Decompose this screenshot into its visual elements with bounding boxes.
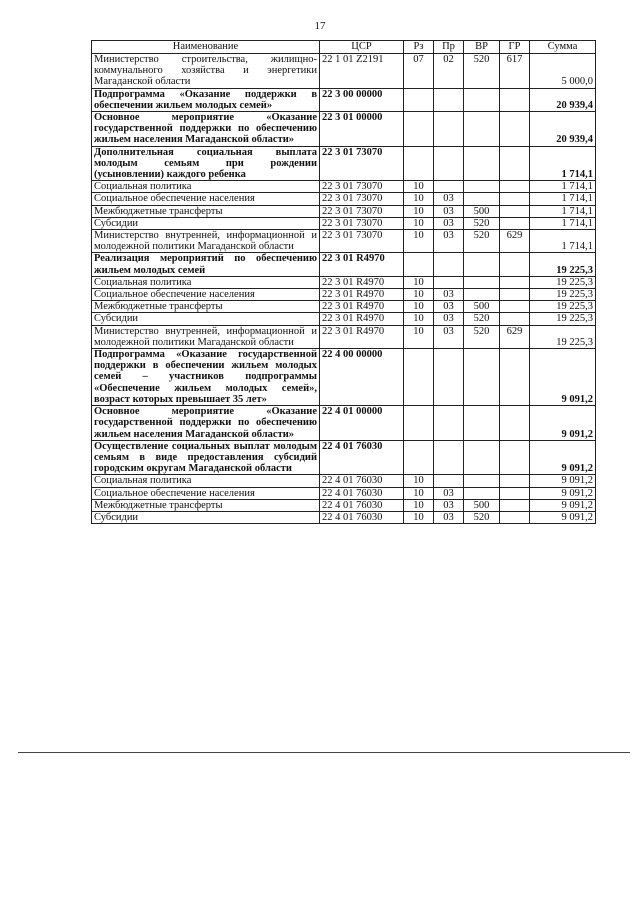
table-row [92, 276, 596, 288]
cell-csr: 22 3 01 R4970 [320, 289, 404, 301]
table-row [92, 325, 596, 348]
cell-gr [500, 301, 530, 313]
cell-rz: 10 [404, 475, 434, 487]
cell-rz: 10 [404, 313, 434, 325]
cell-gr [500, 88, 530, 111]
cell-name: Социальное обеспечение населения [92, 289, 320, 301]
table-row [92, 349, 596, 406]
cell-pr [434, 406, 464, 441]
cell-gr [500, 511, 530, 523]
table-row [92, 54, 596, 89]
cell-pr [434, 146, 464, 181]
cell-vr [464, 88, 500, 111]
cell-csr: 22 1 01 Z2191 [320, 54, 404, 89]
cell-vr: 500 [464, 499, 500, 511]
cell-vr [464, 112, 500, 147]
cell-csr: 22 4 01 76030 [320, 487, 404, 499]
cell-gr [500, 440, 530, 475]
cell-rz: 10 [404, 181, 434, 193]
cell-csr: 22 3 01 R4970 [320, 253, 404, 276]
cell-name: Подпрограмма «Оказание поддержки в обеспечении жильем молодых семей» [92, 88, 320, 111]
cell-pr: 03 [434, 511, 464, 523]
cell-sum: 19 225,3 [530, 301, 596, 313]
cell-csr: 22 3 01 73070 [320, 181, 404, 193]
cell-vr: 520 [464, 325, 500, 348]
cell-sum: 9 091,2 [530, 511, 596, 523]
column-header-gr: ГР [500, 41, 530, 54]
cell-name: Межбюджетные трансферты [92, 301, 320, 313]
cell-gr [500, 349, 530, 406]
cell-gr [500, 146, 530, 181]
cell-gr [500, 181, 530, 193]
cell-pr: 03 [434, 217, 464, 229]
cell-sum: 20 939,4 [530, 88, 596, 111]
cell-gr [500, 475, 530, 487]
table-row [92, 499, 596, 511]
cell-vr [464, 253, 500, 276]
cell-rz [404, 88, 434, 111]
cell-csr: 22 3 01 73070 [320, 193, 404, 205]
cell-pr: 03 [434, 499, 464, 511]
cell-vr: 520 [464, 511, 500, 523]
cell-pr [434, 276, 464, 288]
cell-sum: 1 714,1 [530, 146, 596, 181]
cell-csr: 22 3 01 R4970 [320, 301, 404, 313]
cell-csr: 22 3 01 73070 [320, 205, 404, 217]
cell-sum: 9 091,2 [530, 349, 596, 406]
cell-name: Осуществление социальных выплат молодым семьям в виде предоставления субсидий городским округам Магаданской области [92, 440, 320, 475]
cell-pr [434, 181, 464, 193]
table-row [92, 253, 596, 276]
cell-gr: 617 [500, 54, 530, 89]
cell-gr [500, 193, 530, 205]
cell-csr: 22 4 00 00000 [320, 349, 404, 406]
cell-sum: 1 714,1 [530, 193, 596, 205]
cell-sum: 20 939,4 [530, 112, 596, 147]
cell-pr: 03 [434, 193, 464, 205]
cell-vr [464, 181, 500, 193]
cell-sum: 19 225,3 [530, 289, 596, 301]
table-row [92, 193, 596, 205]
cell-name: Субсидии [92, 313, 320, 325]
cell-pr: 03 [434, 487, 464, 499]
cell-rz [404, 406, 434, 441]
cell-pr [434, 88, 464, 111]
cell-pr [434, 112, 464, 147]
cell-name: Социальное обеспечение населения [92, 193, 320, 205]
cell-name: Дополнительная социальная выплата молодым семьям при рождении (усыновлении) каждого ребенка [92, 146, 320, 181]
cell-rz: 10 [404, 325, 434, 348]
cell-csr: 22 4 01 76030 [320, 475, 404, 487]
table-row [92, 146, 596, 181]
cell-sum: 19 225,3 [530, 313, 596, 325]
cell-rz: 07 [404, 54, 434, 89]
cell-gr [500, 289, 530, 301]
cell-pr [434, 253, 464, 276]
cell-gr: 629 [500, 325, 530, 348]
cell-pr: 03 [434, 313, 464, 325]
cell-gr [500, 253, 530, 276]
table-row [92, 205, 596, 217]
cell-name: Социальная политика [92, 276, 320, 288]
cell-sum: 1 714,1 [530, 217, 596, 229]
cell-csr: 22 3 00 00000 [320, 88, 404, 111]
cell-gr [500, 487, 530, 499]
table-row [92, 511, 596, 523]
cell-csr: 22 3 01 73070 [320, 230, 404, 253]
cell-name: Социальное обеспечение населения [92, 487, 320, 499]
cell-rz [404, 349, 434, 406]
cell-name: Межбюджетные трансферты [92, 205, 320, 217]
table-row [92, 217, 596, 229]
cell-sum: 19 225,3 [530, 276, 596, 288]
cell-pr [434, 440, 464, 475]
cell-sum: 1 714,1 [530, 205, 596, 217]
cell-gr [500, 276, 530, 288]
cell-name: Министерство внутренней, информационной и молодежной политики Магаданской области [92, 230, 320, 253]
cell-vr [464, 440, 500, 475]
column-header-name: Наименование [92, 41, 320, 54]
cell-gr [500, 112, 530, 147]
cell-name: Субсидии [92, 217, 320, 229]
cell-pr: 03 [434, 325, 464, 348]
cell-vr [464, 487, 500, 499]
cell-vr [464, 406, 500, 441]
cell-csr: 22 3 01 R4970 [320, 276, 404, 288]
column-header-sum: Сумма [530, 41, 596, 54]
cell-sum: 9 091,2 [530, 406, 596, 441]
cell-name: Социальная политика [92, 181, 320, 193]
column-header-vr: ВР [464, 41, 500, 54]
cell-csr: 22 4 01 00000 [320, 406, 404, 441]
cell-name: Социальная политика [92, 475, 320, 487]
budget-table [91, 40, 596, 524]
table-row [92, 406, 596, 441]
cell-name: Межбюджетные трансферты [92, 499, 320, 511]
cell-gr: 629 [500, 230, 530, 253]
cell-name: Основное мероприятие «Оказание государственной поддержки по обеспечению жильем населения Магаданской области» [92, 112, 320, 147]
cell-rz: 10 [404, 511, 434, 523]
cell-csr: 22 3 01 R4970 [320, 325, 404, 348]
table-row [92, 475, 596, 487]
cell-vr: 520 [464, 217, 500, 229]
cell-vr: 520 [464, 230, 500, 253]
table-row [92, 230, 596, 253]
table-row [92, 289, 596, 301]
cell-name: Подпрограмма «Оказание государственной поддержки в обеспечении жильем молодых семей – участников подпрограммы «Обеспечение жильем молодых семей», возраст которых превышает 35 лет» [92, 349, 320, 406]
cell-rz [404, 146, 434, 181]
cell-pr [434, 475, 464, 487]
cell-name: Министерство внутренней, информационной и молодежной политики Магаданской области [92, 325, 320, 348]
cell-name: Субсидии [92, 511, 320, 523]
table-row [92, 88, 596, 111]
cell-vr [464, 276, 500, 288]
table-row [92, 440, 596, 475]
cell-sum: 9 091,2 [530, 487, 596, 499]
cell-gr [500, 499, 530, 511]
table-row [92, 313, 596, 325]
cell-vr [464, 349, 500, 406]
cell-csr: 22 3 01 00000 [320, 112, 404, 147]
cell-sum: 9 091,2 [530, 475, 596, 487]
cell-csr: 22 3 01 73070 [320, 146, 404, 181]
cell-sum: 19 225,3 [530, 325, 596, 348]
table-row [92, 181, 596, 193]
cell-csr: 22 4 01 76030 [320, 440, 404, 475]
cell-sum: 5 000,0 [530, 54, 596, 89]
cell-gr [500, 217, 530, 229]
cell-vr [464, 146, 500, 181]
column-header-csr: ЦСР [320, 41, 404, 54]
cell-rz: 10 [404, 205, 434, 217]
cell-sum: 1 714,1 [530, 230, 596, 253]
cell-vr: 500 [464, 205, 500, 217]
cell-rz: 10 [404, 499, 434, 511]
cell-pr: 03 [434, 289, 464, 301]
cell-csr: 22 4 01 76030 [320, 511, 404, 523]
cell-vr [464, 289, 500, 301]
cell-vr: 500 [464, 301, 500, 313]
cell-rz: 10 [404, 217, 434, 229]
cell-csr: 22 4 01 76030 [320, 499, 404, 511]
cell-rz: 10 [404, 276, 434, 288]
cell-sum: 1 714,1 [530, 181, 596, 193]
column-header-rz: Рз [404, 41, 434, 54]
cell-pr: 03 [434, 205, 464, 217]
cell-name: Министерство строительства, жилищно-коммунального хозяйства и энергетики Магаданской области [92, 54, 320, 89]
cell-gr [500, 406, 530, 441]
cell-rz: 10 [404, 487, 434, 499]
table-row [92, 112, 596, 147]
cell-rz: 10 [404, 230, 434, 253]
cell-sum: 9 091,2 [530, 440, 596, 475]
table-header-row [92, 41, 596, 54]
table-body [92, 54, 596, 524]
cell-gr [500, 205, 530, 217]
cell-vr [464, 475, 500, 487]
cell-sum: 19 225,3 [530, 253, 596, 276]
cell-name: Реализация мероприятий по обеспечению жильем молодых семей [92, 253, 320, 276]
cell-csr: 22 3 01 73070 [320, 217, 404, 229]
cell-rz: 10 [404, 193, 434, 205]
cell-sum: 9 091,2 [530, 499, 596, 511]
cell-rz [404, 112, 434, 147]
page-number: 17 [314, 20, 326, 32]
cell-pr [434, 349, 464, 406]
cell-gr [500, 313, 530, 325]
cell-vr: 520 [464, 54, 500, 89]
cell-csr: 22 3 01 R4970 [320, 313, 404, 325]
cell-vr [464, 193, 500, 205]
column-header-pr: Пр [434, 41, 464, 54]
table-row [92, 487, 596, 499]
cell-rz: 10 [404, 289, 434, 301]
cell-rz [404, 440, 434, 475]
cell-name: Основное мероприятие «Оказание государственной поддержки по обеспечению жильем населения Магаданской области» [92, 406, 320, 441]
cell-pr: 02 [434, 54, 464, 89]
cell-pr: 03 [434, 301, 464, 313]
table-row [92, 301, 596, 313]
cell-rz: 10 [404, 301, 434, 313]
footer-divider [18, 752, 630, 753]
cell-pr: 03 [434, 230, 464, 253]
cell-vr: 520 [464, 313, 500, 325]
cell-rz [404, 253, 434, 276]
